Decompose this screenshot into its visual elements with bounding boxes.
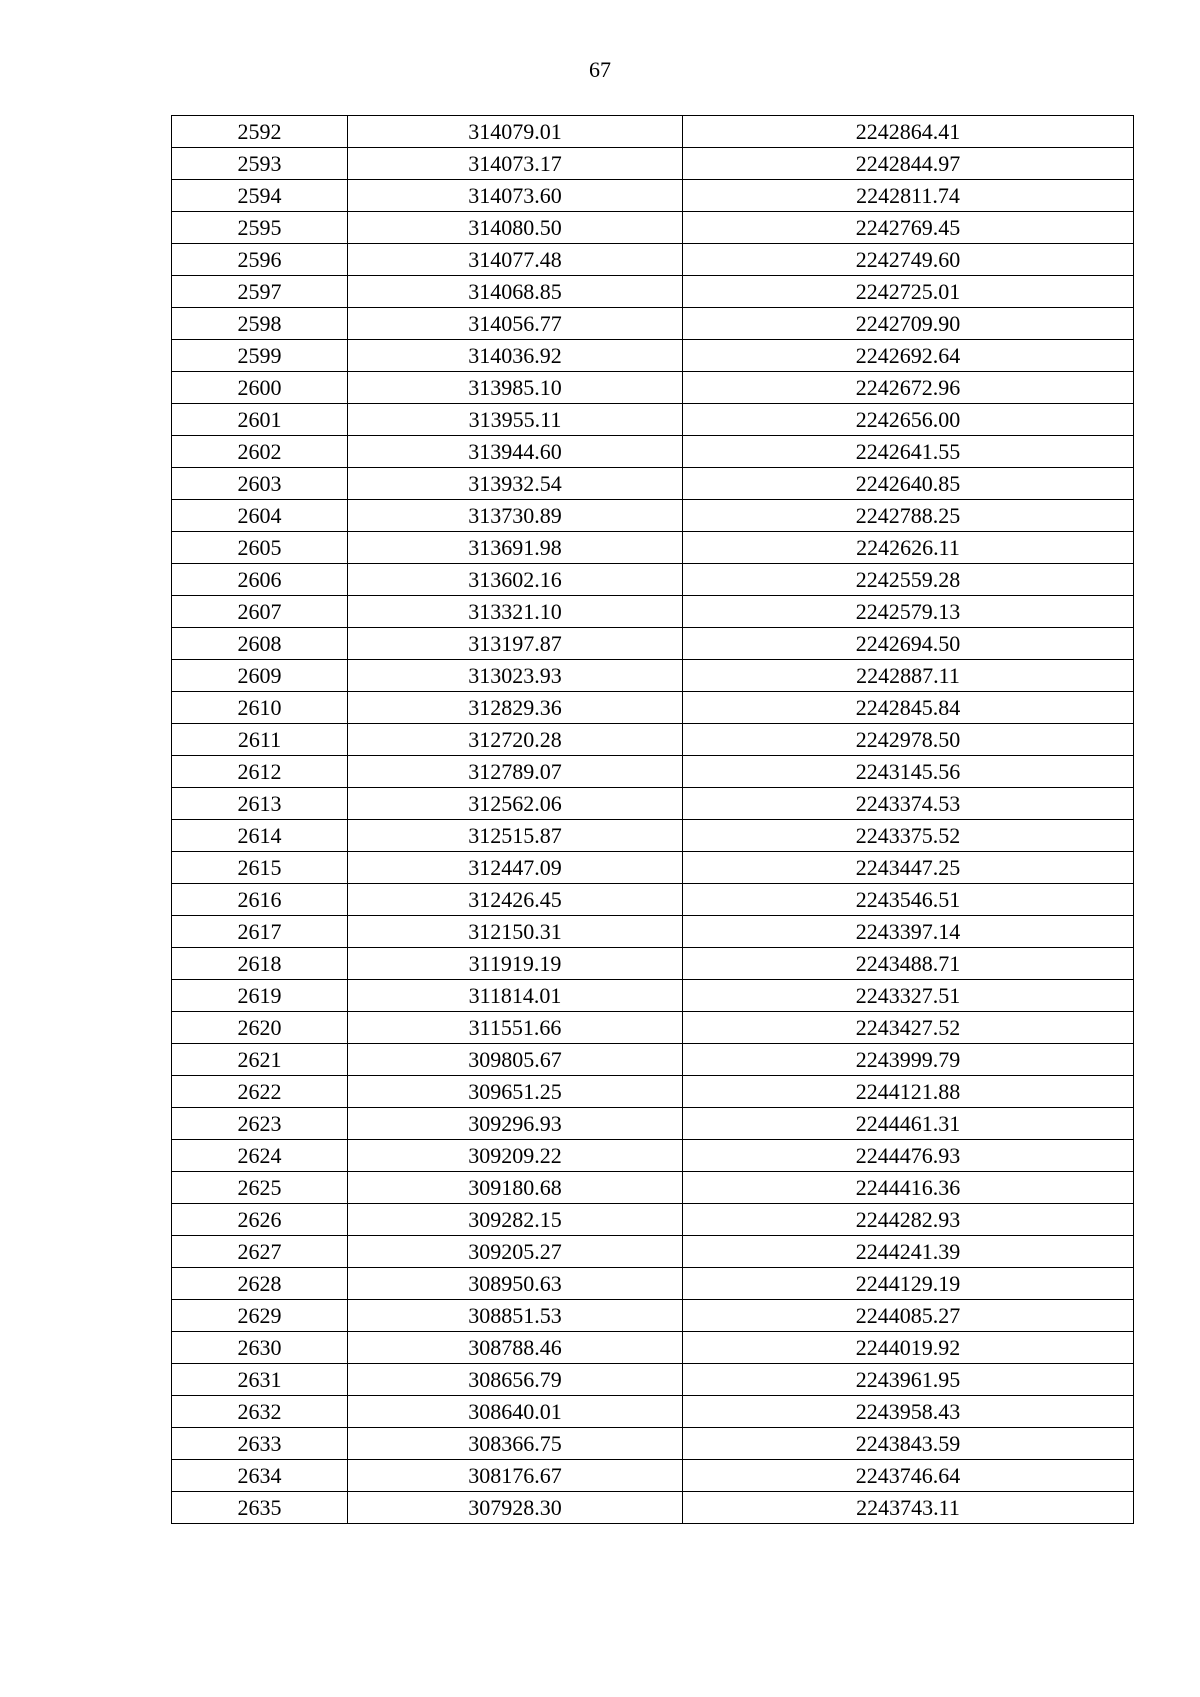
x-coordinate-cell: 308656.79 [348,1364,683,1396]
y-coordinate-cell: 2243961.95 [683,1364,1134,1396]
x-coordinate-cell: 314036.92 [348,340,683,372]
x-coordinate-cell: 313955.11 [348,404,683,436]
y-coordinate-cell: 2244476.93 [683,1140,1134,1172]
point-number-cell: 2611 [172,724,348,756]
point-number-cell: 2605 [172,532,348,564]
x-coordinate-cell: 312562.06 [348,788,683,820]
y-coordinate-cell: 2243447.25 [683,852,1134,884]
table-row [172,1044,1134,1076]
table-row [172,1492,1134,1524]
point-number-cell: 2608 [172,628,348,660]
y-coordinate-cell: 2243488.71 [683,948,1134,980]
x-coordinate-cell: 308366.75 [348,1428,683,1460]
y-coordinate-cell: 2244241.39 [683,1236,1134,1268]
y-coordinate-cell: 2244121.88 [683,1076,1134,1108]
y-coordinate-cell: 2243327.51 [683,980,1134,1012]
point-number-cell: 2627 [172,1236,348,1268]
y-coordinate-cell: 2243546.51 [683,884,1134,916]
point-number-cell: 2621 [172,1044,348,1076]
x-coordinate-cell: 312829.36 [348,692,683,724]
y-coordinate-cell: 2242811.74 [683,180,1134,212]
table-row [172,1364,1134,1396]
x-coordinate-cell: 309805.67 [348,1044,683,1076]
point-number-cell: 2615 [172,852,348,884]
x-coordinate-cell: 313985.10 [348,372,683,404]
table-row [172,788,1134,820]
table-row [172,948,1134,980]
y-coordinate-cell: 2243746.64 [683,1460,1134,1492]
table-row [172,372,1134,404]
point-number-cell: 2629 [172,1300,348,1332]
table-row [172,1300,1134,1332]
y-coordinate-cell: 2243374.53 [683,788,1134,820]
x-coordinate-cell: 314073.60 [348,180,683,212]
table-row [172,852,1134,884]
table-row [172,340,1134,372]
table-row [172,244,1134,276]
y-coordinate-cell: 2242656.00 [683,404,1134,436]
table-row [172,1428,1134,1460]
table-row [172,212,1134,244]
point-number-cell: 2635 [172,1492,348,1524]
point-number-cell: 2622 [172,1076,348,1108]
table-row [172,1268,1134,1300]
y-coordinate-cell: 2242694.50 [683,628,1134,660]
table-row [172,1012,1134,1044]
x-coordinate-cell: 314068.85 [348,276,683,308]
x-coordinate-cell: 308950.63 [348,1268,683,1300]
table-row [172,1172,1134,1204]
y-coordinate-cell: 2242692.64 [683,340,1134,372]
y-coordinate-cell: 2242725.01 [683,276,1134,308]
point-number-cell: 2595 [172,212,348,244]
point-number-cell: 2602 [172,436,348,468]
y-coordinate-cell: 2243427.52 [683,1012,1134,1044]
x-coordinate-cell: 312150.31 [348,916,683,948]
point-number-cell: 2604 [172,500,348,532]
table-row [172,596,1134,628]
coordinate-table-body [172,116,1134,1524]
table-row [172,916,1134,948]
x-coordinate-cell: 309209.22 [348,1140,683,1172]
table-row [172,660,1134,692]
y-coordinate-cell: 2242672.96 [683,372,1134,404]
x-coordinate-cell: 314073.17 [348,148,683,180]
table-row [172,1108,1134,1140]
x-coordinate-cell: 312426.45 [348,884,683,916]
table-row [172,1396,1134,1428]
point-number-cell: 2633 [172,1428,348,1460]
table-row [172,1076,1134,1108]
point-number-cell: 2628 [172,1268,348,1300]
table-row [172,1460,1134,1492]
point-number-cell: 2625 [172,1172,348,1204]
y-coordinate-cell: 2242978.50 [683,724,1134,756]
table-row [172,532,1134,564]
x-coordinate-cell: 313730.89 [348,500,683,532]
point-number-cell: 2610 [172,692,348,724]
y-coordinate-cell: 2242845.84 [683,692,1134,724]
point-number-cell: 2598 [172,308,348,340]
x-coordinate-cell: 312789.07 [348,756,683,788]
x-coordinate-cell: 313932.54 [348,468,683,500]
x-coordinate-cell: 308640.01 [348,1396,683,1428]
table-row [172,468,1134,500]
point-number-cell: 2609 [172,660,348,692]
table-row [172,1204,1134,1236]
point-number-cell: 2632 [172,1396,348,1428]
point-number-cell: 2612 [172,756,348,788]
point-number-cell: 2634 [172,1460,348,1492]
x-coordinate-cell: 313944.60 [348,436,683,468]
point-number-cell: 2626 [172,1204,348,1236]
coordinate-table [171,115,1134,1524]
point-number-cell: 2623 [172,1108,348,1140]
y-coordinate-cell: 2244416.36 [683,1172,1134,1204]
point-number-cell: 2620 [172,1012,348,1044]
point-number-cell: 2618 [172,948,348,980]
table-row [172,404,1134,436]
x-coordinate-cell: 313197.87 [348,628,683,660]
point-number-cell: 2617 [172,916,348,948]
y-coordinate-cell: 2242641.55 [683,436,1134,468]
table-row [172,628,1134,660]
x-coordinate-cell: 307928.30 [348,1492,683,1524]
x-coordinate-cell: 314056.77 [348,308,683,340]
y-coordinate-cell: 2242864.41 [683,116,1134,148]
table-row [172,1236,1134,1268]
y-coordinate-cell: 2243958.43 [683,1396,1134,1428]
table-row [172,980,1134,1012]
x-coordinate-cell: 312515.87 [348,820,683,852]
y-coordinate-cell: 2242749.60 [683,244,1134,276]
y-coordinate-cell: 2242769.45 [683,212,1134,244]
point-number-cell: 2599 [172,340,348,372]
table-row [172,500,1134,532]
point-number-cell: 2596 [172,244,348,276]
x-coordinate-cell: 308788.46 [348,1332,683,1364]
point-number-cell: 2603 [172,468,348,500]
point-number-cell: 2594 [172,180,348,212]
y-coordinate-cell: 2244019.92 [683,1332,1134,1364]
y-coordinate-cell: 2242887.11 [683,660,1134,692]
x-coordinate-cell: 309205.27 [348,1236,683,1268]
y-coordinate-cell: 2242626.11 [683,532,1134,564]
point-number-cell: 2619 [172,980,348,1012]
y-coordinate-cell: 2243145.56 [683,756,1134,788]
x-coordinate-cell: 314077.48 [348,244,683,276]
table-row [172,436,1134,468]
table-row [172,148,1134,180]
table-row [172,692,1134,724]
table-row [172,564,1134,596]
table-row [172,724,1134,756]
point-number-cell: 2597 [172,276,348,308]
table-row [172,884,1134,916]
y-coordinate-cell: 2242579.13 [683,596,1134,628]
table-row [172,1332,1134,1364]
x-coordinate-cell: 313321.10 [348,596,683,628]
point-number-cell: 2593 [172,148,348,180]
x-coordinate-cell: 313023.93 [348,660,683,692]
point-number-cell: 2616 [172,884,348,916]
point-number-cell: 2613 [172,788,348,820]
y-coordinate-cell: 2244282.93 [683,1204,1134,1236]
table-row [172,820,1134,852]
y-coordinate-cell: 2244461.31 [683,1108,1134,1140]
point-number-cell: 2592 [172,116,348,148]
y-coordinate-cell: 2243843.59 [683,1428,1134,1460]
point-number-cell: 2630 [172,1332,348,1364]
y-coordinate-cell: 2242640.85 [683,468,1134,500]
y-coordinate-cell: 2242709.90 [683,308,1134,340]
x-coordinate-cell: 314080.50 [348,212,683,244]
y-coordinate-cell: 2244085.27 [683,1300,1134,1332]
x-coordinate-cell: 309296.93 [348,1108,683,1140]
x-coordinate-cell: 309282.15 [348,1204,683,1236]
table-row [172,276,1134,308]
y-coordinate-cell: 2244129.19 [683,1268,1134,1300]
x-coordinate-cell: 308176.67 [348,1460,683,1492]
y-coordinate-cell: 2242559.28 [683,564,1134,596]
x-coordinate-cell: 308851.53 [348,1300,683,1332]
point-number-cell: 2606 [172,564,348,596]
point-number-cell: 2624 [172,1140,348,1172]
page-number: 67 [589,57,611,82]
y-coordinate-cell: 2243999.79 [683,1044,1134,1076]
point-number-cell: 2614 [172,820,348,852]
point-number-cell: 2601 [172,404,348,436]
table-row [172,180,1134,212]
y-coordinate-cell: 2243397.14 [683,916,1134,948]
x-coordinate-cell: 313602.16 [348,564,683,596]
x-coordinate-cell: 311551.66 [348,1012,683,1044]
table-row [172,308,1134,340]
x-coordinate-cell: 309180.68 [348,1172,683,1204]
table-row [172,1140,1134,1172]
x-coordinate-cell: 311919.19 [348,948,683,980]
x-coordinate-cell: 314079.01 [348,116,683,148]
y-coordinate-cell: 2243743.11 [683,1492,1134,1524]
point-number-cell: 2600 [172,372,348,404]
x-coordinate-cell: 313691.98 [348,532,683,564]
y-coordinate-cell: 2242788.25 [683,500,1134,532]
point-number-cell: 2631 [172,1364,348,1396]
table-row [172,756,1134,788]
y-coordinate-cell: 2243375.52 [683,820,1134,852]
x-coordinate-cell: 312447.09 [348,852,683,884]
y-coordinate-cell: 2242844.97 [683,148,1134,180]
x-coordinate-cell: 311814.01 [348,980,683,1012]
x-coordinate-cell: 309651.25 [348,1076,683,1108]
table-row [172,116,1134,148]
point-number-cell: 2607 [172,596,348,628]
x-coordinate-cell: 312720.28 [348,724,683,756]
